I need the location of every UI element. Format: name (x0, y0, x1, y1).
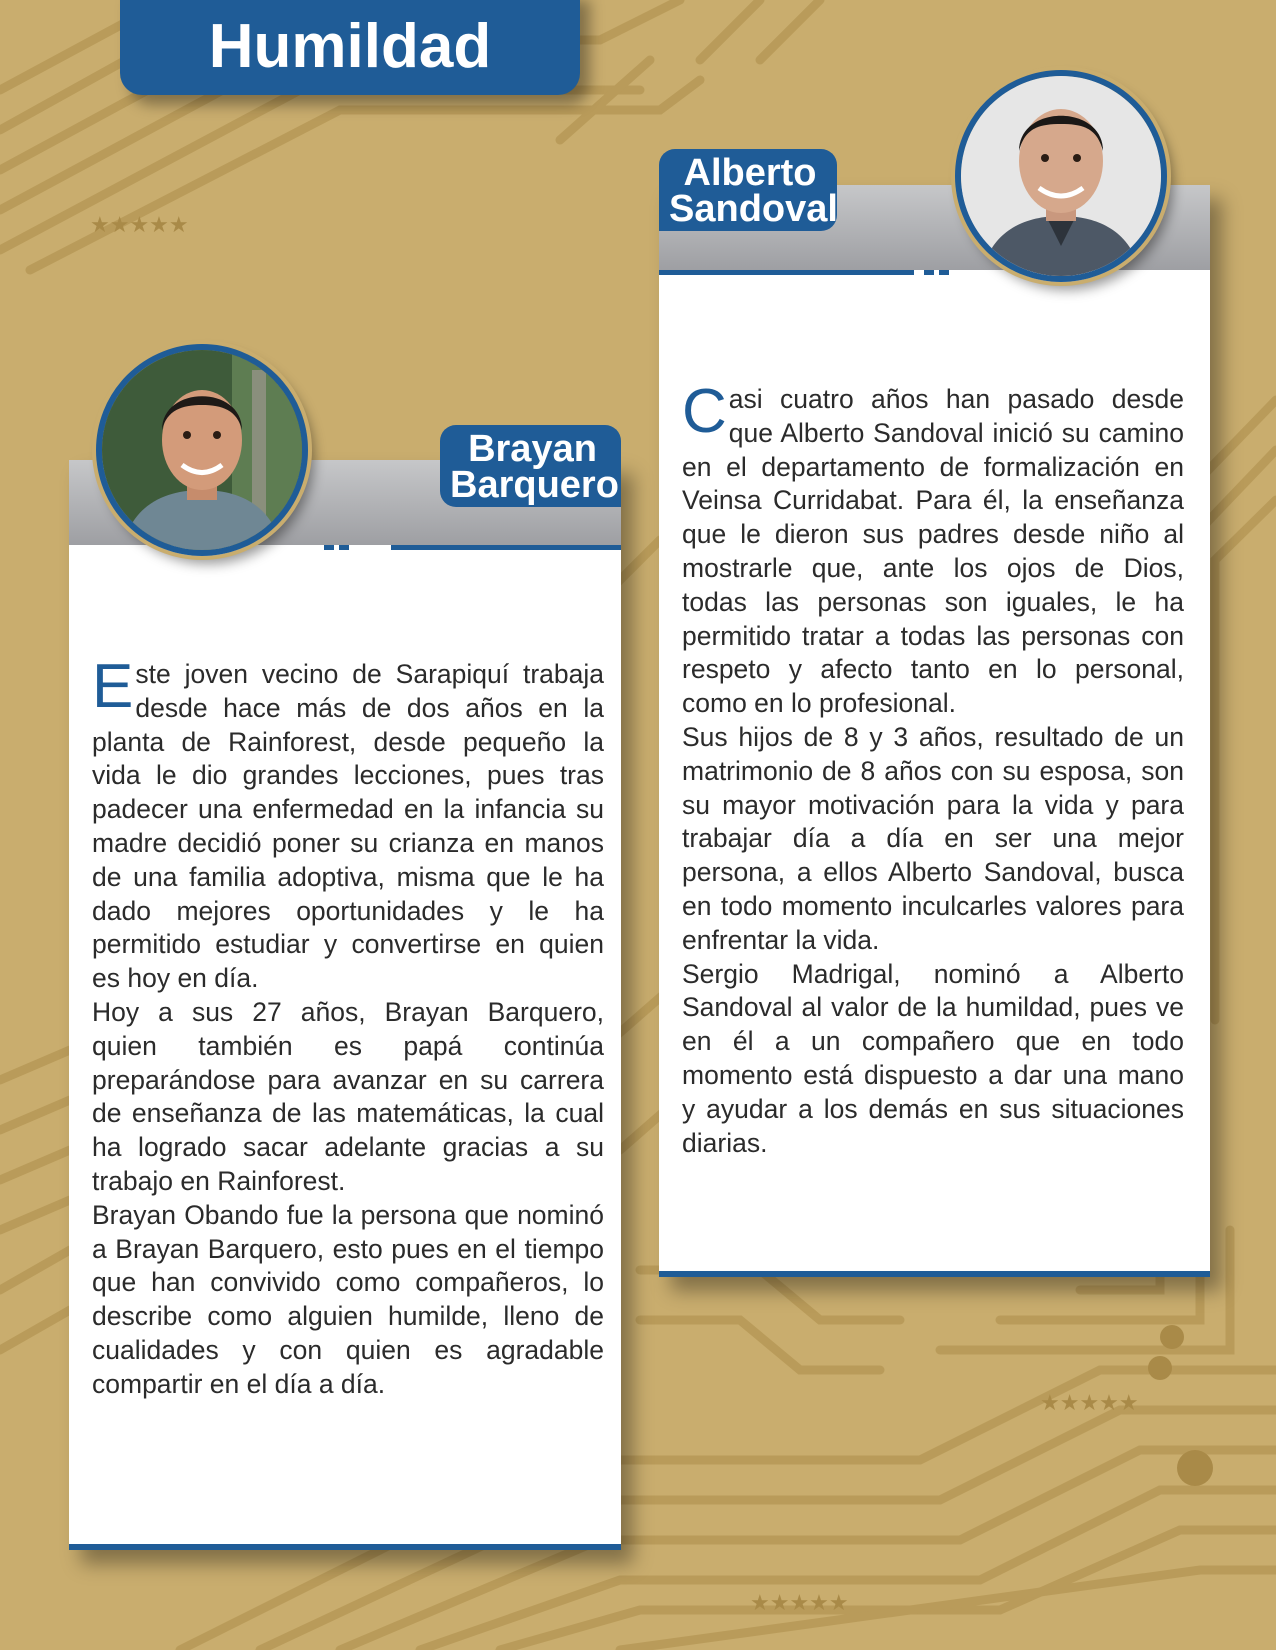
paragraph: Sus hijos de 8 y 3 años, resultado de un matrimonio de 8 años con su esposa, son su mayor motivación para la vida y para trabajar día a día en ser una mejor persona, a ellos Alberto Sandoval, busca en todo momento inculcarles valores para enfrentar la vida. (682, 721, 1184, 955)
card-bottom-line (69, 1544, 621, 1550)
profile-name-tag-alberto (659, 149, 837, 231)
profile-photo-brayan (96, 344, 308, 556)
profile-first-name: Alberto (683, 152, 817, 194)
profile-last-name: Sandoval (669, 188, 838, 230)
profile-first-name: Brayan (468, 428, 597, 470)
profile-body-brayan (92, 652, 604, 1402)
paragraph: Brayan Obando fue la persona que nominó a Brayan Barquero, esto pues en el tiempo que han convivido como compañeros, lo describe como alguien humilde, lleno de cualidades y con quien es agradable compartir en el día a día. (92, 1199, 604, 1399)
svg-text:★★★★★: ★★★★★ (90, 213, 189, 238)
portrait-photo-icon (961, 76, 1161, 276)
profile-photo-alberto (955, 70, 1167, 282)
drop-cap: C (682, 377, 727, 446)
paragraph: Casi cuatro años han pasado desde que Alberto Sandoval inició su camino en el departamento de formalización en Veinsa Curridabat. Para él, la enseñanza que le dieron sus padres desde niño al mostrarle que, ante los ojos de Dios, todas las personas son iguales, le ha permitido tratar a todas las personas con respeto y afecto tanto en lo personal, como en lo profesional. (682, 377, 1184, 719)
svg-text:★★★★★: ★★★★★ (750, 1591, 849, 1616)
card-header-dots (339, 545, 349, 550)
page-title: Humildad (120, 0, 580, 95)
profile-last-name: Barquero (450, 464, 619, 506)
paragraph: Sergio Madrigal, nominó a Alberto Sandoval al valor de la humildad, pues ve en él a un compañero que en todo momento está dispuesto a dar una mano y ayudar a los demás en sus situaciones diarias. (682, 958, 1184, 1158)
profile-body-alberto (682, 377, 1184, 1160)
paragraph: Hoy a sus 27 años, Brayan Barquero, quien también es papá continúa preparándose para avanzar en su carrera de enseñanza de las matemáticas, la cual ha logrado sacar adelante gracias a su trabajo en Rainforest. (92, 996, 604, 1196)
card-header-dots (939, 270, 949, 275)
card-header-line (659, 270, 914, 275)
portrait-photo-icon (102, 350, 302, 550)
card-header-dots (324, 545, 334, 550)
drop-cap: E (92, 652, 134, 721)
profile-name-tag-brayan (440, 425, 621, 507)
paragraph: Este joven vecino de Sarapiquí trabaja desde hace más de dos años en la planta de Rainforest, desde pequeño la vida le dio grandes lecciones, pues tras padecer una enfermedad en la infancia su madre decidió poner su crianza en manos de una familia adoptiva, misma que le ha dado mejores oportunidades y le ha permitido estudiar y convertirse en quien es hoy en día. (92, 652, 604, 994)
svg-text:★★★★★: ★★★★★ (1040, 1391, 1139, 1416)
card-header-line (391, 545, 621, 550)
card-bottom-line (659, 1271, 1210, 1277)
card-header-dots (924, 270, 934, 275)
